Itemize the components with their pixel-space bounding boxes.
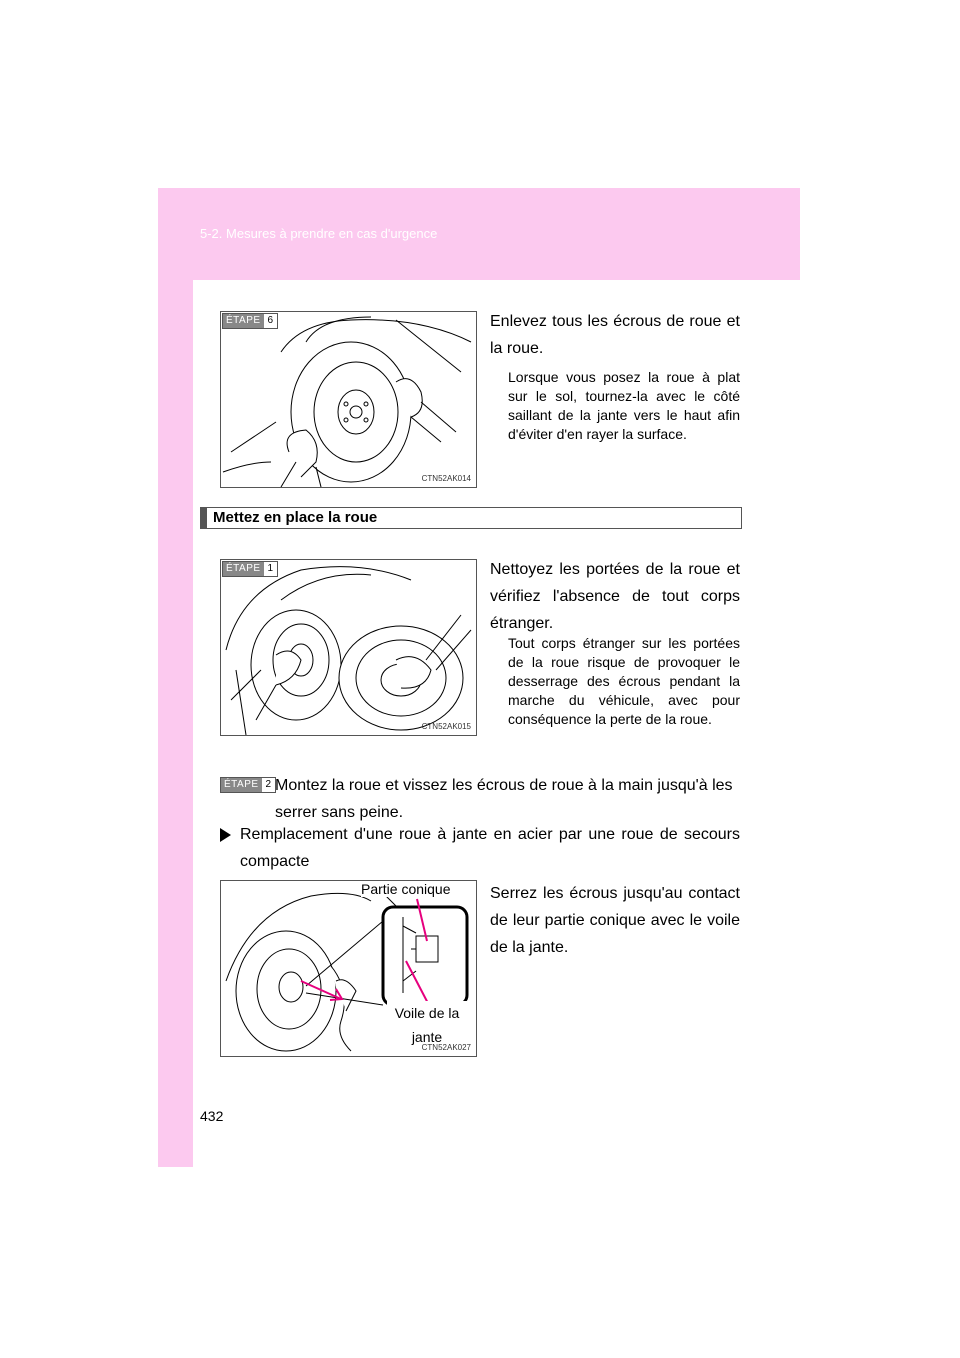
step-badge: ÉTAPE 1 (222, 561, 278, 577)
section-title: Mettez en place la roue (213, 509, 378, 526)
step6-note: Lorsque vous posez la roue à plat sur le sol, tournez-la avec le côté saillant de la jante vers le haut afin d'éviter d'en rayer la surface. (508, 369, 740, 442)
figure-code: CTN52AK027 (421, 1043, 471, 1052)
figure-code: CTN52AK014 (421, 474, 471, 483)
callout-voile-jante: Voile de la jante (387, 1001, 467, 1049)
figure-remove-wheel (220, 311, 477, 488)
step6-instruction: Enlevez tous les écrous de roue et la roue. (490, 313, 740, 357)
step1-instruction: Nettoyez les portées de la roue et vérifiez l'absence de tout corps étranger. (490, 561, 740, 632)
callout-partie-conique: Partie conique (361, 881, 451, 897)
figure-tighten-nuts (220, 880, 477, 1057)
subprocedure-instruction: Serrez les écrous jusqu'au contact de leur partie conique avec le voile de la jante. (490, 885, 740, 956)
section-heading (200, 507, 742, 529)
page-number: 432 (200, 1108, 224, 1124)
figure-code: CTN52AK015 (421, 722, 471, 731)
step2-instruction: Montez la roue et vissez les écrous de roue à la main jusqu'à les serrer sans peine. (275, 777, 733, 821)
wheel-removal-illustration (221, 312, 476, 487)
section-accent (201, 508, 207, 528)
subprocedure-heading: Remplacement d'une roue à jante en acier par une roue de secours compacte (240, 826, 740, 870)
left-margin-strip (158, 280, 193, 1167)
step-badge: ÉTAPE 6 (222, 313, 278, 329)
figure-clean-hub (220, 559, 477, 736)
step1-note: Tout corps étranger sur les portées de la roue risque de provoquer le desserrage des écrous pendant la marche du véhicule, avec pour conséquence la perte de la roue. (508, 635, 740, 727)
step-badge: ÉTAPE 2 (220, 777, 276, 793)
section-header: 5-2. Mesures à prendre en cas d'urgence (200, 226, 438, 241)
bullet-arrow-icon (220, 828, 231, 847)
hub-cleaning-illustration (221, 560, 476, 735)
